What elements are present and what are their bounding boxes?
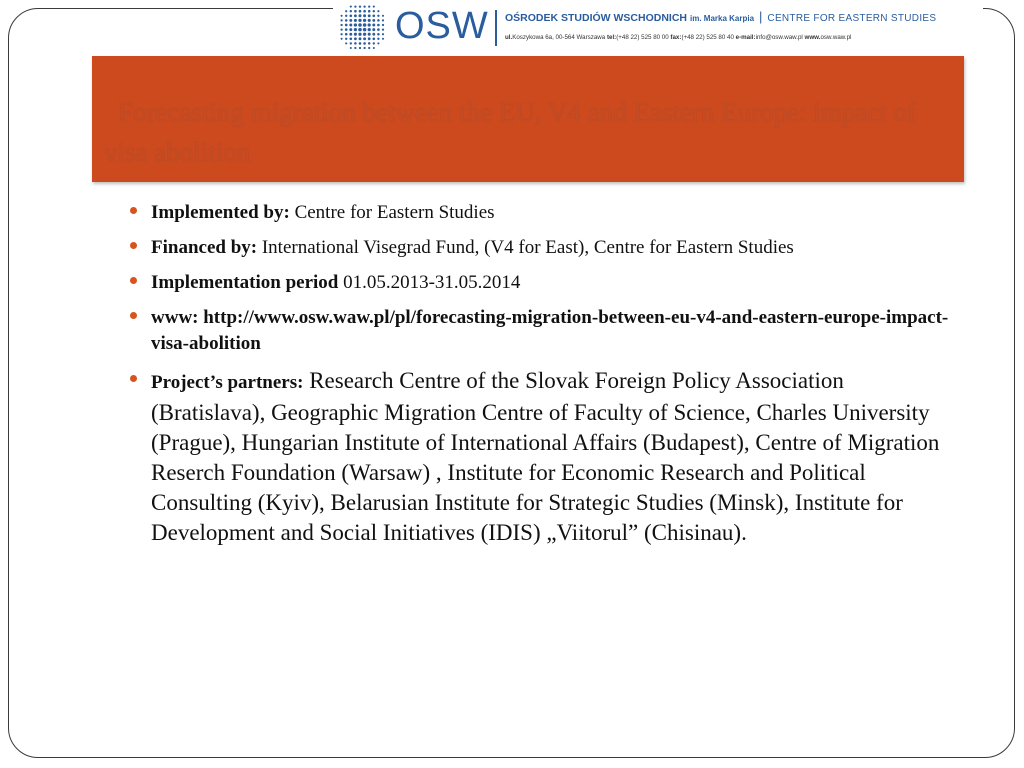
bullet-dot — [130, 312, 137, 319]
item-label: Implemented by: — [151, 202, 290, 223]
list-item-financed-by — [130, 235, 950, 261]
address: Koszykowa 6a, 00-564 Warszawa — [512, 34, 606, 41]
email: info@osw.waw.pl — [755, 34, 803, 41]
list-item-implemented-by — [130, 200, 950, 226]
www-label: www. — [804, 34, 821, 41]
list-item-www — [130, 305, 950, 357]
item-text: International Visegrad Fund, (V4 for East), Centre for Eastern Studies — [261, 237, 794, 258]
list-item-implementation-period — [130, 270, 950, 296]
email-label: e-mail: — [735, 34, 756, 41]
list-item-partners — [130, 366, 950, 548]
logo-wordmark: OSW — [395, 5, 489, 47]
item-text: Centre for Eastern Studies — [294, 202, 495, 223]
logo-separator: | — [759, 9, 763, 24]
logo-name-pl: OŚRODEK STUDIÓW WSCHODNICH — [505, 12, 687, 24]
logo-text-block — [505, 10, 980, 42]
bullet-dot — [130, 277, 137, 284]
bullet-dot — [130, 375, 137, 382]
bullet-list — [130, 200, 950, 557]
fax-label: fax: — [670, 34, 682, 41]
item-label: Project’s partners: — [151, 372, 304, 393]
logo-name-en: CENTRE FOR EASTERN STUDIES — [767, 13, 937, 24]
www: osw.waw.pl — [820, 34, 852, 41]
logo-contact-line — [505, 33, 980, 42]
bullet-dot — [130, 207, 137, 214]
title-banner — [92, 56, 964, 182]
logo-name-sub: im. Marka Karpia — [690, 14, 755, 23]
project-url-link[interactable]: www: http://www.osw.waw.pl/pl/forecasting-migration-between-eu-v4-and-eastern-europe-impact-visa-abolition — [151, 307, 949, 354]
osw-logo-header — [333, 0, 983, 56]
item-text: 01.05.2013-31.05.2014 — [343, 272, 521, 293]
fax: (+48 22) 525 80 40 — [681, 34, 734, 41]
item-label: Implementation period — [151, 272, 339, 293]
tel: (+48 22) 525 80 00 — [616, 34, 669, 41]
slide-title: Forecasting migration between the EU, V4 and Eastern Europe: impact of visa abolition — [104, 97, 917, 167]
item-label: Financed by: — [151, 237, 258, 258]
tel-label: tel: — [606, 34, 617, 41]
item-text: Research Centre of the Slovak Foreign Policy Association (Bratislava), Geographic Migration Centre of Faculty of Science, Charles University (Prague), Hungarian Institute of International Affairs (Budapest), Centre of Migration Reserch Foundation (Warsaw) , Institute for Economic Research and Political Consulting (Kyiv), Belarusian Institute for Strategic Studies (Minsk), Institute for Development and Social Initiatives (IDIS) „Viitorul” (Chisinau). — [151, 368, 940, 545]
globe-icon — [335, 0, 389, 54]
logo-divider — [495, 10, 497, 46]
address-label: ul. — [505, 34, 513, 41]
bullet-dot — [130, 242, 137, 249]
